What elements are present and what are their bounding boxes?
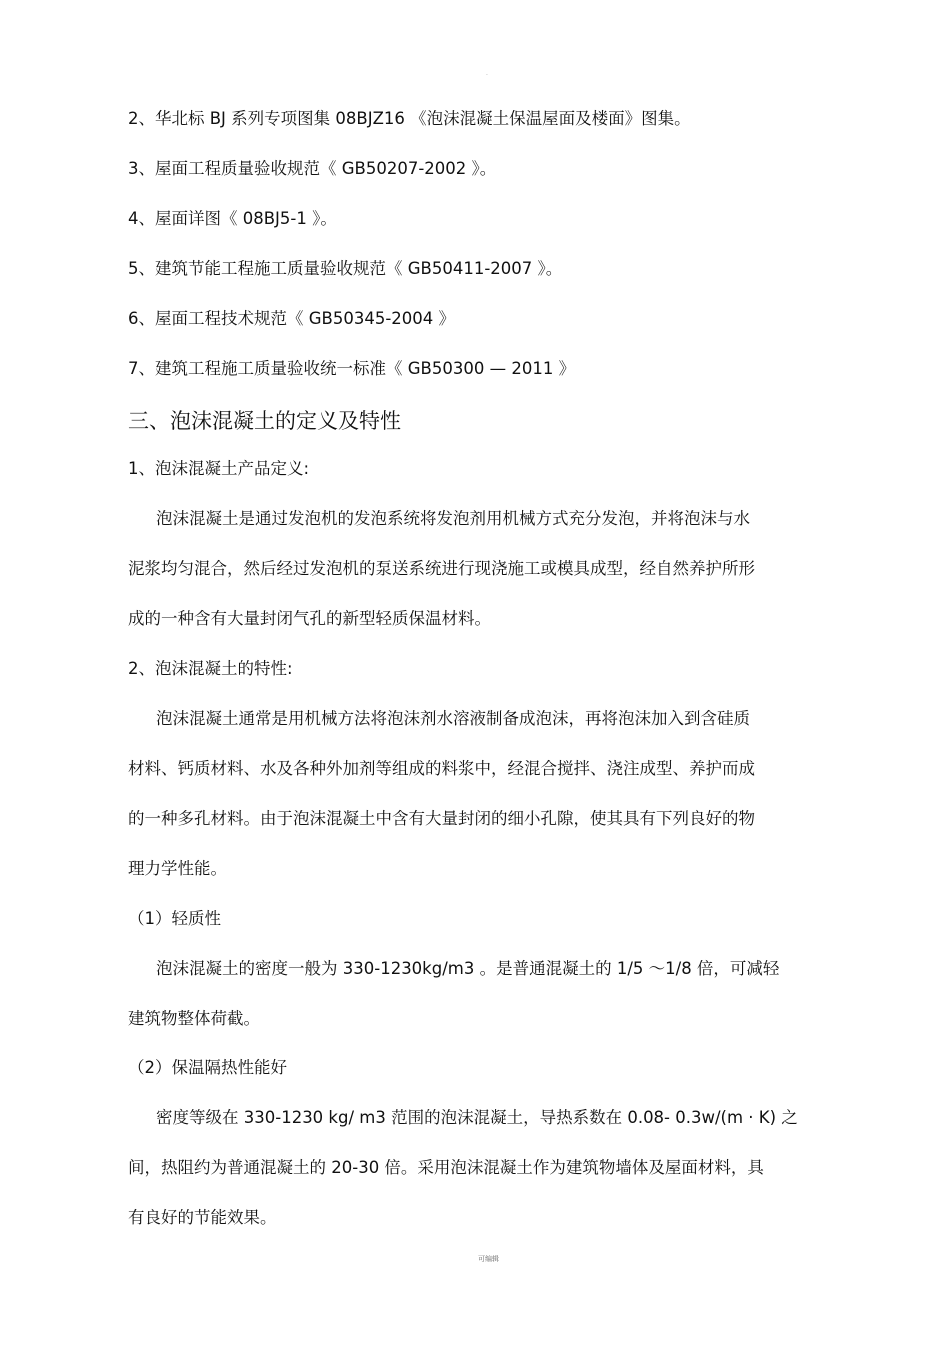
- header-mark: .: [486, 70, 488, 77]
- paragraph-line: 材料、钙质材料、水及各种外加剂等组成的料浆中，经混合搅拌、浇注成型、养护而成: [128, 759, 755, 778]
- paragraph-line: 间，热阻约为普通混凝土的 20-30 倍。采用泡沫混凝土作为建筑物墙体及屋面材料，具: [128, 1158, 764, 1177]
- reference-6: 6、屋面工程技术规范《 GB50345-2004 》: [128, 309, 456, 328]
- paragraph-line: 成的一种含有大量封闭气孔的新型轻质保温材料。: [128, 609, 491, 628]
- paragraph-line: 理力学性能。: [128, 859, 227, 878]
- paragraph-line: 泡沫混凝土通常是用机械方法将泡沫剂水溶液制备成泡沫，再将泡沫加入到含硅质: [156, 709, 750, 728]
- reference-5: 5、建筑节能工程施工质量验收规范《 GB50411-2007 》。: [128, 259, 563, 278]
- paragraph-line: 建筑物整体荷截。: [128, 1009, 260, 1028]
- reference-7: 7、建筑工程施工质量验收统一标准《 GB50300 — 2011 》: [128, 359, 576, 378]
- reference-4: 4、屋面详图《 08BJ5-1 》。: [128, 209, 337, 228]
- paragraph-line: 泡沫混凝土是通过发泡机的发泡系统将发泡剂用机械方式充分发泡，并将泡沫与水: [156, 509, 750, 528]
- item-2-title: （2）保温隔热性能好: [128, 1058, 287, 1077]
- paragraph-line: 泥浆均匀混合，然后经过发泡机的泵送系统进行现浇施工或模具成型，经自然养护所形: [128, 559, 755, 578]
- item-1-title: （1）轻质性: [128, 909, 221, 928]
- subsection-2-title: 2、泡沫混凝土的特性:: [128, 659, 293, 678]
- subsection-1-title: 1、泡沫混凝土产品定义:: [128, 459, 310, 478]
- paragraph-line: 密度等级在 330-1230 kg/ m3 范围的泡沫混凝土，导热系数在 0.08- 0.3w/(m · K) 之: [156, 1108, 798, 1127]
- paragraph-line: 有良好的节能效果。: [128, 1208, 277, 1227]
- paragraph-line: 泡沫混凝土的密度一般为 330-1230kg/m3 。是普通混凝土的 1/5 ～1/8 倍，可减轻: [156, 959, 780, 978]
- paragraph-line: 的一种多孔材料。由于泡沫混凝土中含有大量封闭的细小孔隙，使其具有下列良好的物: [128, 809, 755, 828]
- reference-2: 2、华北标 BJ 系列专项图集 08BJZ16 《泡沫混凝土保温屋面及楼面》图集。: [128, 109, 691, 128]
- section-heading: 三、泡沫混凝土的定义及特性: [128, 409, 401, 433]
- reference-3: 3、屋面工程质量验收规范《 GB50207-2002 》。: [128, 159, 497, 178]
- footer-label: 可编辑: [478, 1255, 499, 1263]
